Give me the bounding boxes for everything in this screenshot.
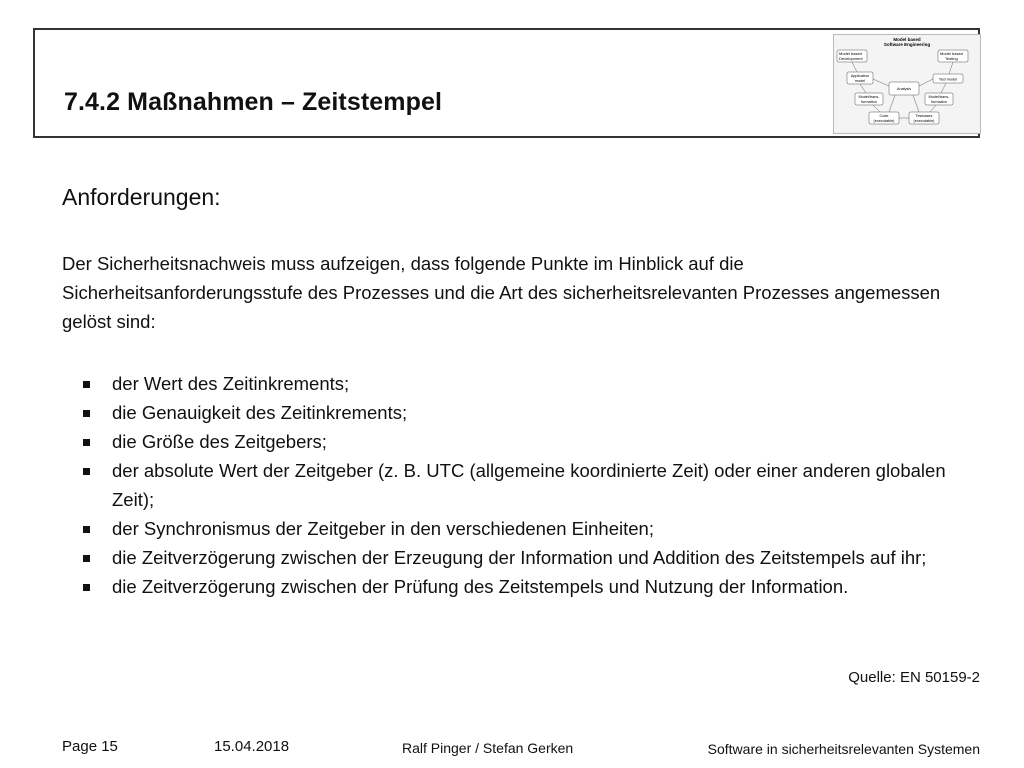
box-model-transformation-right-line1: Model/trans- (928, 95, 950, 99)
list-item (80, 398, 980, 427)
intro-paragraph: Der Sicherheitsnachweis muss aufzeigen, dass folgende Punkte im Hinblick auf die Sicherheitsanforderungsstufe des Prozesses und die Art des sicherheitsrelevanten Prozesses angemessen gelöst sind: (62, 253, 941, 332)
list-item-text: die Größe des Zeitgebers; (112, 431, 327, 452)
list-item (80, 369, 980, 398)
list-item (80, 514, 980, 543)
square-bullet-icon (83, 468, 90, 475)
square-bullet-icon (83, 584, 90, 591)
requirements-list (80, 369, 980, 601)
list-item (80, 572, 980, 601)
box-model-based-development-line2: Development (839, 56, 863, 61)
list-item-text: der absolute Wert der Zeitgeber (z. B. UTC (allgemeine koordinierte Zeit) oder einer anderen globalen Zeit); (112, 460, 946, 510)
box-model-transformation-right-line2: formation (931, 100, 947, 104)
list-item-text: der Synchronismus der Zeitgeber in den verschiedenen Einheiten; (112, 518, 654, 539)
box-code-line2: (executable) (873, 119, 895, 123)
square-bullet-icon (83, 526, 90, 533)
list-item-text: der Wert des Zeitinkrements; (112, 373, 350, 394)
diagram-top-title-line2: Software Engineering (883, 42, 931, 47)
footer-course-title: Software in sicherheitsrelevanten Systemen (707, 741, 980, 757)
diagram-top-title-line1: Model based (893, 37, 921, 42)
list-item-text: die Genauigkeit des Zeitinkrements; (112, 402, 408, 423)
box-testcases-line2: (executable) (913, 119, 935, 123)
box-model-based-testing-line1: Model based (940, 51, 963, 56)
footer-date: 15.04.2018 (214, 738, 290, 755)
list-item (80, 543, 980, 572)
box-analysis-label: Analysis (896, 87, 912, 91)
section-heading: Anforderungen: (62, 184, 221, 210)
box-application-model-line1: Application (850, 74, 870, 78)
mbse-diagram-svg (833, 34, 981, 134)
slide-header (33, 28, 980, 138)
square-bullet-icon (83, 439, 90, 446)
box-code-line1: Code (879, 114, 889, 118)
box-model-transformation-left-line2: formation (861, 100, 877, 104)
square-bullet-icon (83, 555, 90, 562)
slide-title: 7.4.2 Maßnahmen – Zeitstempel (64, 88, 443, 116)
box-testcases-line1: Testcases (915, 114, 933, 118)
box-model-transformation-left-line1: Model/trans- (858, 95, 880, 99)
list-item (80, 427, 980, 456)
list-item (80, 456, 980, 514)
box-model-based-development-line1: Model based (839, 51, 862, 56)
footer-authors: Ralf Pinger / Stefan Gerken (402, 740, 574, 756)
square-bullet-icon (83, 381, 90, 388)
box-model-based-testing-line2: Testing (945, 56, 958, 61)
list-item-text: die Zeitverzögerung zwischen der Prüfung des Zeitstempels und Nutzung der Information. (112, 576, 849, 597)
mbse-diagram (833, 34, 981, 134)
list-item-text: die Zeitverzögerung zwischen der Erzeugung der Information und Addition des Zeitstempels auf ihr; (112, 547, 927, 568)
square-bullet-icon (83, 410, 90, 417)
box-test-model-label: Test model (938, 77, 958, 82)
source-citation: Quelle: EN 50159-2 (848, 669, 980, 686)
footer-page-number: Page 15 (62, 738, 118, 755)
box-application-model-line2: model (854, 79, 866, 83)
